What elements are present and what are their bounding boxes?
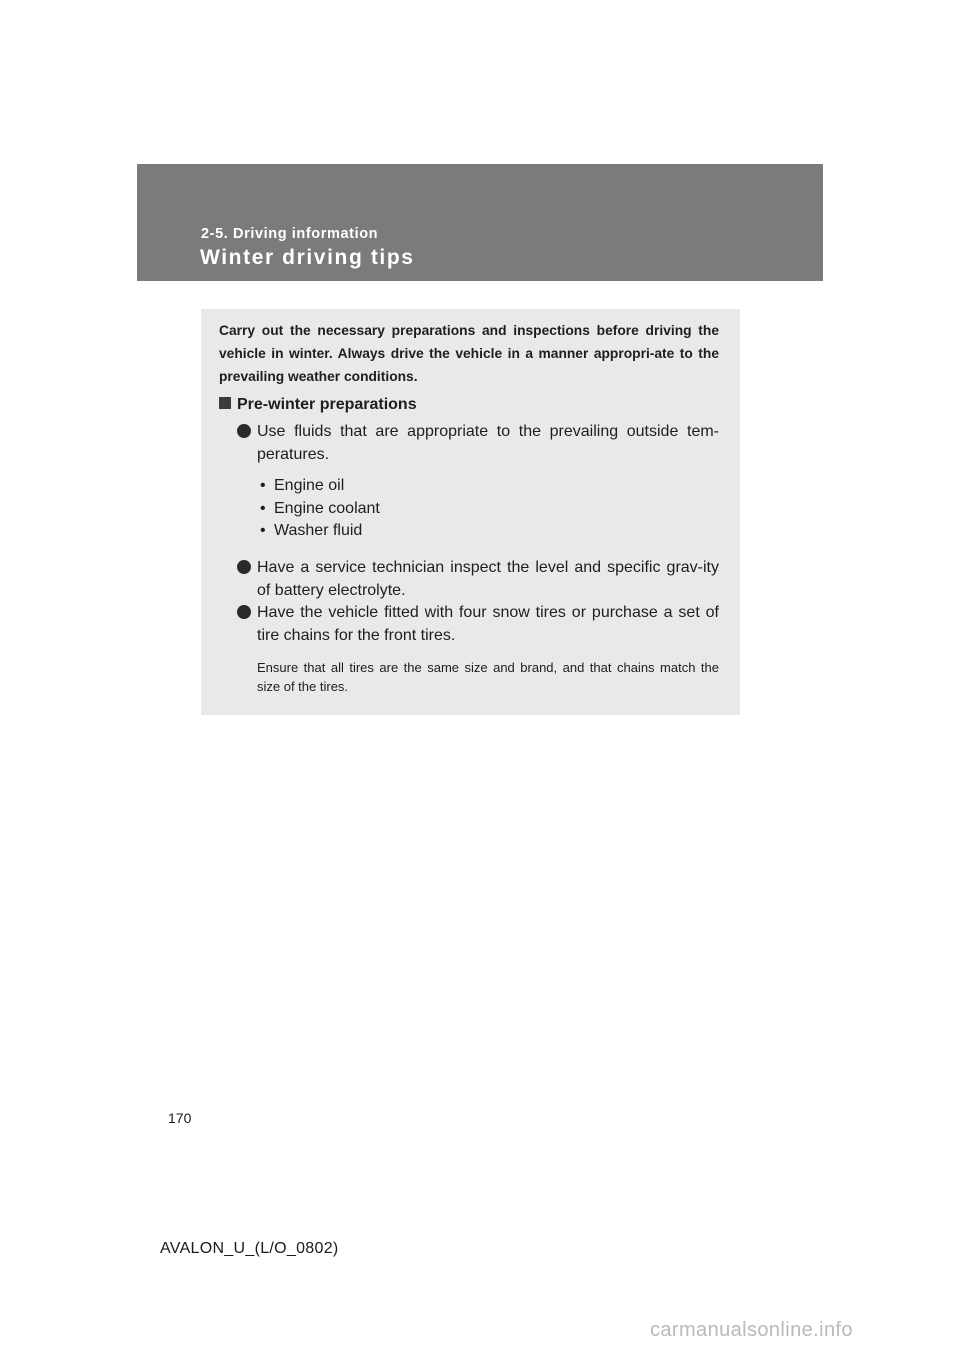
subheading-text: Pre-winter preparations [237, 396, 417, 413]
bullet-item [237, 420, 719, 466]
square-bullet-icon [219, 397, 231, 409]
tire-note: Ensure that all tires are the same size and brand, and that chains match the size of the tires. [257, 660, 719, 694]
bullet-item [237, 601, 719, 647]
subheading [219, 396, 417, 414]
section-label: 2-5. Driving information [201, 226, 379, 242]
header-band [137, 164, 823, 281]
fluid-list [260, 475, 560, 543]
bullet-dot-icon [237, 560, 251, 574]
page-title: Winter driving tips [200, 246, 415, 269]
bullet-dot-icon [237, 605, 251, 619]
content-box [201, 309, 740, 715]
bullet-text: Use fluids that are appropriate to the prevailing outside tem-peratures. [257, 423, 719, 463]
bullet-text: Have a service technician inspect the level and specific grav-ity of battery electrolyte. [257, 559, 719, 599]
list-item: • Engine oil [260, 475, 560, 498]
page-number: 170 [168, 1110, 192, 1126]
list-item: • Engine coolant [260, 498, 560, 521]
bullet-item [237, 556, 719, 602]
intro-paragraph: Carry out the necessary preparations and inspections before driving the vehicle in winter. Always drive the vehicle in a manner appropri-ate to the prevailing weather conditions. [219, 323, 719, 384]
watermark[interactable]: carmanualsonline.info [650, 1319, 853, 1341]
list-item: • Washer fluid [260, 520, 560, 543]
document-code: AVALON_U_(L/O_0802) [160, 1240, 339, 1257]
bullet-text: Have the vehicle fitted with four snow tires or purchase a set of tire chains for the front tires. [257, 604, 719, 644]
bullet-dot-icon [237, 424, 251, 438]
